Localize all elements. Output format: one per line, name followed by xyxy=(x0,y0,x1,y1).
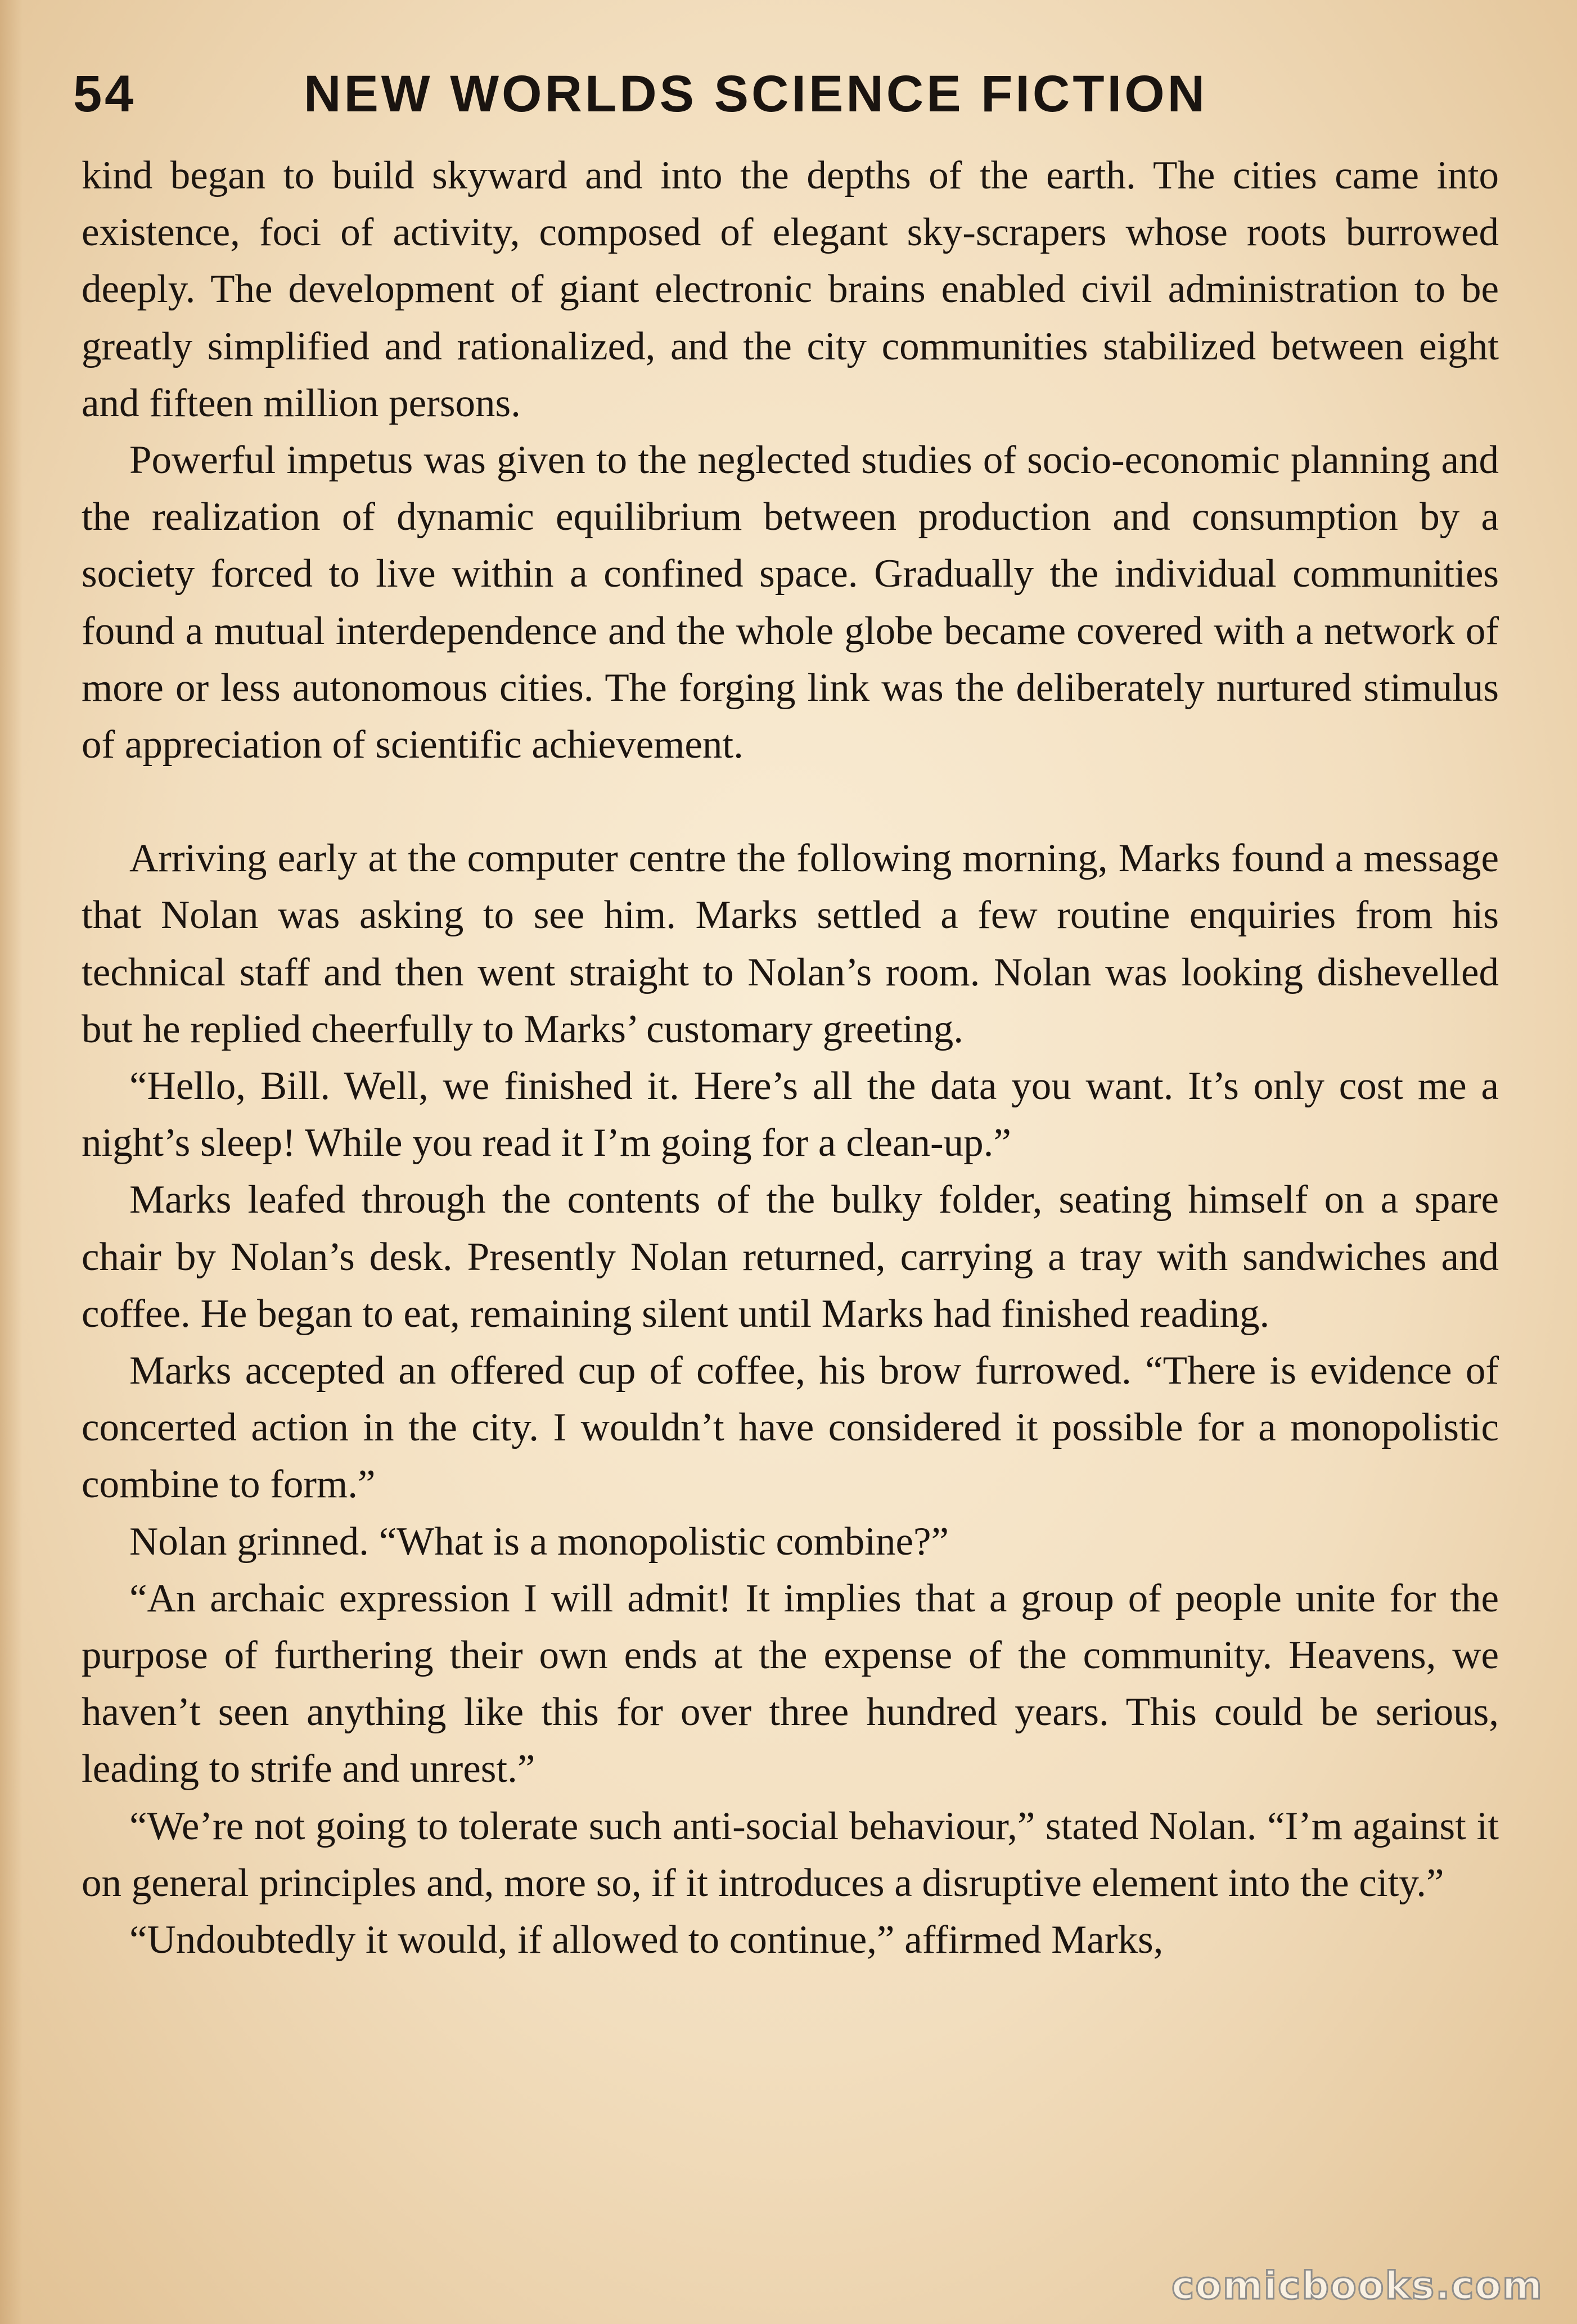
paragraph: Nolan grinned. “What is a monopolistic combine?” xyxy=(129,1519,949,1564)
watermark: comicbooks.com xyxy=(1171,2264,1543,2308)
paragraph: Marks accepted an offered cup of coffee, his brow furrowed. “There is evidence of concerted action in the city. I wouldn’t have considered it possible for a monopolistic combine to form.” xyxy=(82,1349,1499,1507)
paragraph: “An archaic expression I will admit! It implies that a group of people unite for the purpose of furthering their own ends at the expense of the community. Heavens, we haven’t seen anything like this for over three hundred years. This could be serious, leading to strife and unrest.” xyxy=(82,1576,1499,1791)
page-number: 54 xyxy=(73,65,137,123)
paragraph: “Undoubtedly it would, if allowed to continue,” affirmed Marks, xyxy=(129,1918,1164,1962)
paragraph: Arriving early at the computer centre the following morning, Marks found a message that Nolan was asking to see him. Marks settled a few routine enquiries from his technical staff and then went straight to Nolan’s room. Nolan was looking dishevelled but he replied cheerfully to Marks’ customary greeting. xyxy=(82,836,1499,1051)
page-edge-shading xyxy=(0,0,22,2324)
paragraph: “We’re not going to tolerate such anti-social behaviour,” stated Nolan. “I’m against it on general principles and, more so, if it introduces a disruptive element into the city.” xyxy=(82,1804,1499,1905)
page-header xyxy=(73,65,1513,132)
paragraph: Marks leafed through the contents of the bulky folder, seating himself on a spare chair by Nolan’s desk. Presently Nolan returned, carrying a tray with sandwiches and coffee. He began to eat, remaining silent until Marks had finished reading. xyxy=(82,1178,1499,1336)
paragraph: “Hello, Bill. Well, we finished it. Here’s all the data you want. It’s only cost me a night’s sleep! While you read it I’m going for a clean-up.” xyxy=(82,1064,1499,1165)
running-head: NEW WORLDS SCIENCE FICTION xyxy=(304,65,1208,123)
story-text xyxy=(82,147,1499,1969)
paragraph: Powerful impetus was given to the neglected studies of socio-economic planning and the realization of dynamic equilibrium between production and consumption by a society forced to live within a confined space. Gradually the individual communities found a mutual interdependence and the whole globe became covered with a network of more or less autonomous cities. The forging link was the deliberately nurtured stimulus of appreciation of scientific achievement. xyxy=(82,438,1499,767)
paragraph: kind began to build skyward and into the depths of the earth. The cities came into existence, foci of activity, composed of elegant sky-scrapers whose roots burrowed deeply. The development of giant electronic brains enabled civil administration to be greatly simplified and rationalized, and the city communities stabilized between eight and fifteen million persons. xyxy=(82,154,1499,425)
